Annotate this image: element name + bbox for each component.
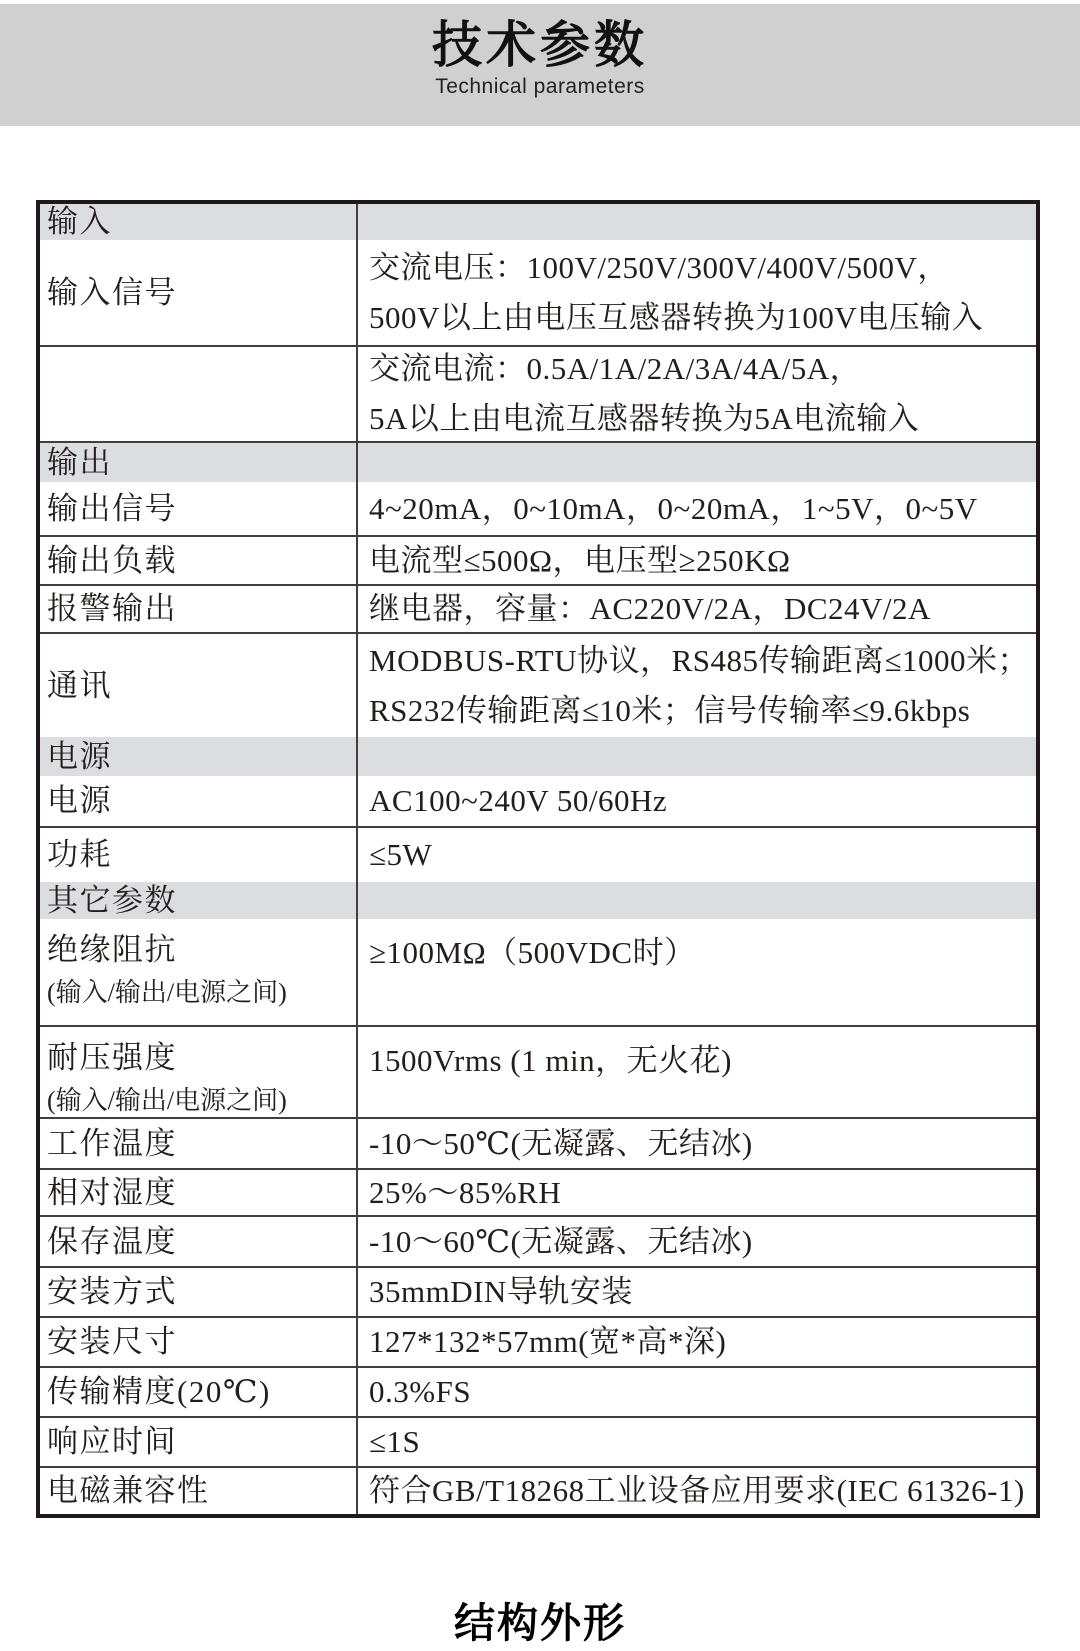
row-value-line: 35mmDIN导轨安装: [369, 1274, 633, 1309]
table-row: [40, 828, 1036, 882]
table-section-row: [40, 737, 1036, 776]
row-label-note: (输入/输出/电源之间): [47, 1086, 287, 1115]
table-row: [40, 1027, 1036, 1119]
row-label-cell: [40, 1119, 358, 1168]
row-value-cell: [358, 1268, 1036, 1316]
table-row: [40, 1268, 1036, 1318]
section-title-structure: 结构外形: [454, 1600, 626, 1646]
row-value-line: AC100~240V 50/60Hz: [369, 783, 668, 818]
row-label: 其它参数: [47, 882, 177, 918]
row-label: 绝缘阻抗: [47, 932, 177, 967]
table-row: [40, 1170, 1036, 1217]
table-section-row: [40, 882, 1036, 919]
row-label-cell: [40, 1268, 358, 1316]
row-label-cell: [40, 204, 358, 240]
row-label-cell: [40, 1368, 358, 1416]
row-value-line: 继电器，容量：AC220V/2A，DC24V/2A: [369, 591, 931, 626]
row-value-line: 1500Vrms (1 min，无火花): [369, 1043, 732, 1078]
row-value-cell: [358, 537, 1036, 584]
table-row: [40, 482, 1036, 537]
row-label: 通讯: [47, 667, 112, 703]
table-row: [40, 1119, 1036, 1170]
row-value-line: -10～60℃(无凝露、无结冰): [369, 1223, 753, 1259]
table-row: [40, 1217, 1036, 1268]
row-value-line: ≤1S: [369, 1424, 421, 1459]
row-label: 电源: [47, 783, 112, 818]
row-value-line: ≥100MΩ（500VDC时）: [369, 935, 696, 970]
row-label-cell: [40, 443, 358, 482]
row-label-cell: [40, 1418, 358, 1466]
row-label: 功耗: [47, 837, 112, 872]
table-row: [40, 347, 1036, 443]
row-value-line: RS232传输距离≤10米；信号传输率≤9.6kbps: [369, 692, 971, 728]
row-value-cell: [358, 1418, 1036, 1466]
row-label: 电源: [47, 738, 112, 774]
row-value-cell: [358, 204, 1036, 240]
row-value-line: 符合GB/T18268工业设备应用要求(IEC 61326-1): [369, 1473, 1025, 1508]
table-row: [40, 919, 1036, 1027]
row-label: 输入: [47, 204, 112, 239]
row-value-line: 127*132*57mm(宽*高*深): [369, 1324, 727, 1359]
spec-table: [36, 200, 1040, 1518]
row-label: 输出信号: [47, 490, 177, 526]
row-value-cell: [358, 1170, 1036, 1215]
row-value-cell: [358, 1468, 1036, 1514]
table-row: [40, 537, 1036, 586]
row-value-cell: [358, 586, 1036, 632]
row-value-line: 500V以上由电压互感器转换为100V电压输入: [369, 299, 984, 335]
row-label-cell: [40, 1217, 358, 1266]
row-value-line: MODBUS-RTU协议，RS485传输距离≤1000米；: [369, 642, 1030, 678]
row-label: 耐压强度: [47, 1040, 177, 1075]
table-section-row: [40, 204, 1036, 240]
row-label: 传输精度(20℃): [47, 1374, 271, 1409]
row-label-cell: [40, 1170, 358, 1215]
row-label: 相对湿度: [47, 1174, 177, 1210]
row-value-cell: [358, 776, 1036, 826]
row-value-cell: [358, 919, 1036, 1025]
row-label: 保存温度: [47, 1223, 177, 1259]
row-label-cell: [40, 776, 358, 826]
page-header: [0, 4, 1080, 126]
row-label-cell: [40, 482, 358, 535]
row-label-cell: [40, 1027, 358, 1117]
row-label-cell: [40, 919, 358, 1025]
table-row: [40, 1418, 1036, 1468]
row-label-cell: [40, 737, 358, 776]
table-section-row: [40, 443, 1036, 482]
row-value-line: 交流电压：100V/250V/300V/400V/500V，: [369, 249, 949, 285]
row-value-cell: [358, 1119, 1036, 1168]
row-value-cell: [358, 634, 1036, 737]
row-value-line: 4~20mA，0~10mA，0~20mA，1~5V，0~5V: [369, 490, 978, 526]
row-value-line: -10～50℃(无凝露、无结冰): [369, 1125, 753, 1161]
row-value-cell: [358, 482, 1036, 535]
row-value-line: 电流型≤500Ω，电压型≥250KΩ: [369, 542, 791, 578]
table-row: [40, 1468, 1036, 1514]
row-label: 输入信号: [47, 274, 177, 310]
row-value-line: 5A以上由电流互感器转换为5A电流输入: [369, 401, 920, 436]
row-label: 输出: [47, 444, 112, 480]
row-label: 响应时间: [47, 1424, 177, 1459]
table-row: [40, 1368, 1036, 1418]
row-label-note: (输入/输出/电源之间): [47, 978, 287, 1007]
row-value-cell: [358, 240, 1036, 345]
row-label: 工作温度: [47, 1125, 177, 1161]
row-label-cell: [40, 634, 358, 737]
row-value-cell: [358, 882, 1036, 919]
row-label: 报警输出: [47, 591, 177, 626]
row-value-cell: [358, 1368, 1036, 1416]
row-value-cell: [358, 1318, 1036, 1366]
row-label-cell: [40, 828, 358, 882]
row-label: 输出负载: [47, 542, 177, 578]
page-subtitle: Technical parameters: [435, 75, 645, 98]
page-title: 技术参数: [432, 17, 648, 73]
row-value-line: 0.3%FS: [369, 1374, 472, 1409]
row-value-cell: [358, 828, 1036, 882]
table-row: [40, 776, 1036, 828]
row-label-cell: [40, 586, 358, 632]
table-row: [40, 586, 1036, 634]
row-value-line: 交流电流：0.5A/1A/2A/3A/4A/5A，: [369, 351, 862, 386]
row-value-line: 25%～85%RH: [369, 1174, 562, 1210]
table-row: [40, 634, 1036, 737]
table-row: [40, 1318, 1036, 1368]
table-row: [40, 240, 1036, 347]
row-label: 电磁兼容性: [47, 1473, 210, 1508]
row-label-cell: [40, 240, 358, 345]
row-value-cell: [358, 443, 1036, 482]
row-value-cell: [358, 1027, 1036, 1117]
row-label-cell: [40, 537, 358, 584]
row-label-cell: [40, 1318, 358, 1366]
row-label: 安装尺寸: [47, 1324, 177, 1359]
row-label-cell: [40, 882, 358, 919]
row-value-cell: [358, 347, 1036, 441]
row-label-cell: [40, 347, 358, 441]
row-value-line: ≤5W: [369, 837, 433, 872]
row-label: 安装方式: [47, 1274, 177, 1309]
row-value-cell: [358, 737, 1036, 776]
row-value-cell: [358, 1217, 1036, 1266]
row-label-cell: [40, 1468, 358, 1514]
